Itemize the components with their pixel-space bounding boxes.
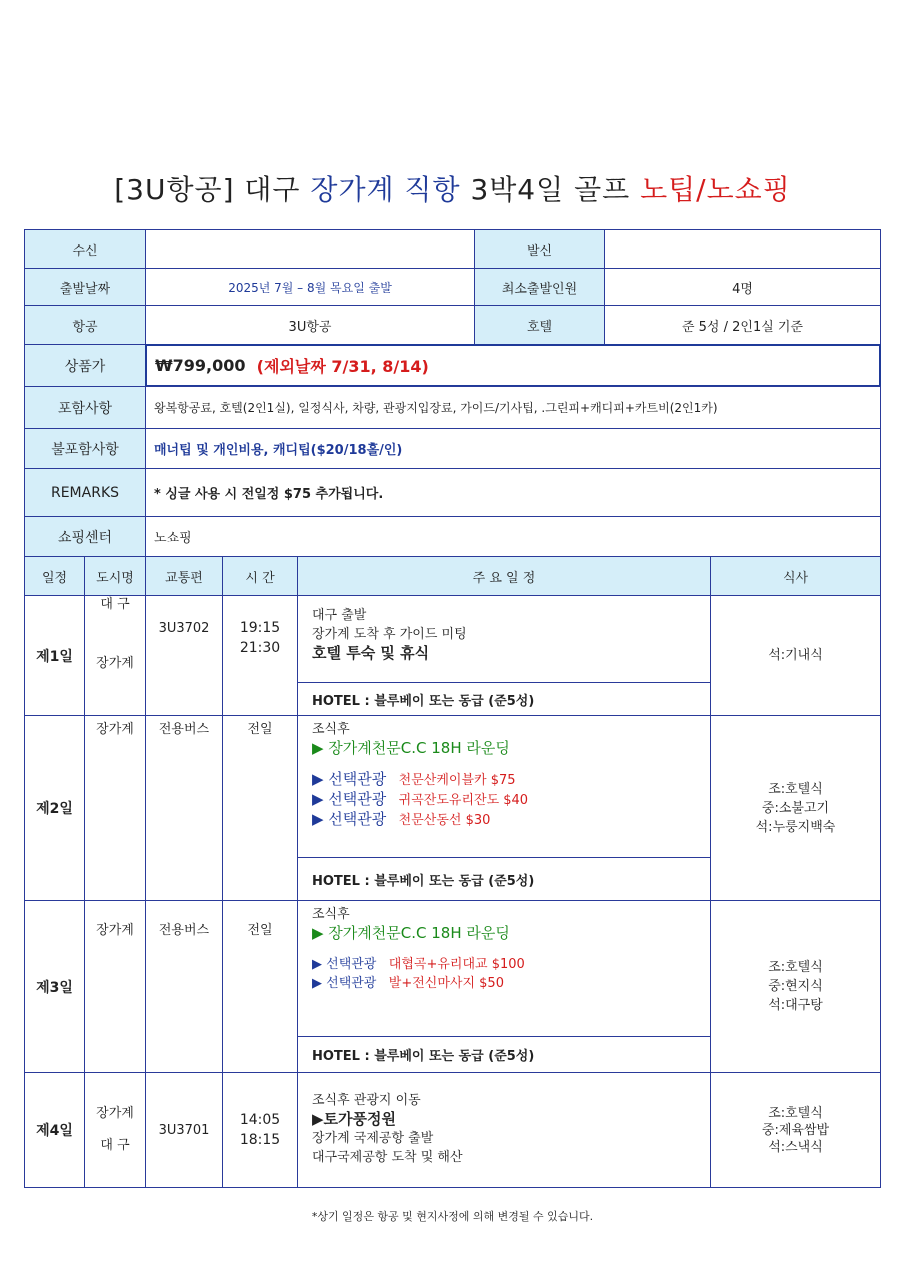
day1-meals [710, 595, 881, 716]
day3-meal-lunch: 중:현지식 [768, 979, 823, 994]
day2-meal-breakfast: 조:호텔식 [768, 781, 823, 797]
day4-city-to: 대 구 [100, 1138, 130, 1153]
recipient-value [145, 229, 475, 269]
remarks-value: * 싱글 사용 시 전일정 $75 추가됩니다. [145, 468, 881, 517]
day2-meal-dinner: 석:누룽지백숙 [755, 819, 836, 835]
day1-time [222, 595, 298, 716]
day4-city-from: 장가계 [96, 1106, 134, 1121]
col-header-time: 시 간 [222, 556, 298, 596]
day3-schedule [297, 900, 711, 1037]
title-text: [3U항공] 대구 [114, 173, 311, 206]
airline-value: 3U항공 [145, 305, 475, 345]
remarks-label: REMARKS [24, 468, 146, 517]
option-desc: 천문산케이블카 $75 [398, 773, 516, 788]
min-participants-label: 최소출발인원 [474, 268, 605, 306]
day3-meal-breakfast: 조:호텔식 [768, 960, 823, 975]
day4-line-2: ▶토가풍정원 [312, 1110, 396, 1128]
day4-transport: 3U3701 [145, 1072, 223, 1188]
option-desc: 천문산동선 $30 [398, 813, 491, 828]
day3-line-breakfast: 조식후 [312, 907, 350, 922]
day2-meal-lunch: 중:소불고기 [761, 800, 830, 816]
recipient-label: 수신 [24, 229, 146, 269]
day4-label: 제4일 [24, 1072, 85, 1188]
option-label: ▶ 선택관광 [312, 810, 387, 828]
day2-meals [710, 715, 881, 901]
shopping-label: 쇼핑센터 [24, 516, 146, 557]
col-header-transport: 교통편 [145, 556, 223, 596]
departure-label: 출발날짜 [24, 268, 146, 306]
day4-city [84, 1072, 146, 1188]
day1-time-depart: 19:15 [239, 620, 281, 636]
day1-hotel: HOTEL : 블루베이 또는 동급 (준5성) [297, 682, 711, 716]
shopping-value: 노쇼핑 [145, 516, 881, 557]
option-desc: 대협곡+유리대교 $100 [388, 957, 525, 972]
price-value-box [145, 344, 881, 387]
option-label: ▶ 선택관광 [312, 770, 387, 788]
price-label: 상품가 [24, 344, 146, 387]
day1-line-2: 장가계 도착 후 가이드 미팅 [312, 627, 467, 642]
day4-line-1: 조식후 관광지 이동 [312, 1093, 421, 1108]
price-excluded-dates: (제외날짜 7/31, 8/14) [256, 357, 429, 376]
day3-meal-dinner: 석:대구탕 [768, 998, 823, 1013]
day2-schedule [297, 715, 711, 858]
title-highlight-notip: 노팁/노쇼핑 [640, 173, 791, 206]
day1-city [84, 595, 146, 716]
title-highlight-route: 장가계 직항 [310, 173, 461, 206]
col-header-meals: 식사 [710, 556, 881, 596]
price-value: ₩799,000 [155, 356, 246, 375]
day1-transport: 3U3702 [145, 595, 223, 716]
day2-hotel: HOTEL : 블루베이 또는 동급 (준5성) [297, 857, 711, 901]
option-label: ▶ 선택관광 [312, 976, 377, 991]
day4-line-3: 장가계 국제공항 출발 [312, 1131, 434, 1146]
day4-meal-breakfast: 조:호텔식 [768, 1105, 823, 1121]
excluded-value: 매너팁 및 개인비용, 캐디팁($20/18홀/인) [145, 428, 881, 469]
departure-value: 2025년 7월 – 8월 목요일 출발 [145, 268, 475, 306]
min-participants-value: 4명 [604, 268, 881, 306]
day3-golf: ▶ 장가계천문C.C 18H 라운딩 [312, 924, 510, 942]
day2-line-breakfast: 조식후 [312, 722, 350, 737]
airline-label: 항공 [24, 305, 146, 345]
day2-time: 전일 [222, 715, 298, 901]
day4-time [222, 1072, 298, 1188]
option-desc: 발+전신마사지 $50 [388, 976, 504, 991]
day4-time-depart: 14:05 [239, 1112, 281, 1128]
sender-label: 발신 [474, 229, 605, 269]
day3-meals [710, 900, 881, 1073]
day2-city: 장가계 [84, 715, 146, 901]
day4-schedule [297, 1072, 711, 1188]
day3-option-1 [312, 955, 525, 974]
option-label: ▶ 선택관광 [312, 957, 377, 972]
hotel-value: 준 5성 / 2인1실 기준 [604, 305, 881, 345]
day2-transport: 전용버스 [145, 715, 223, 901]
day1-meal-dinner: 석:기내식 [768, 648, 823, 663]
day3-hotel: HOTEL : 블루베이 또는 동급 (준5성) [297, 1036, 711, 1073]
option-desc: 귀곡잔도유리잔도 $40 [398, 793, 529, 808]
sender-value [604, 229, 881, 269]
col-header-schedule: 주 요 일 정 [297, 556, 711, 596]
day3-option-2 [312, 974, 504, 993]
col-header-day: 일정 [24, 556, 85, 596]
day1-line-1: 대구 출발 [312, 608, 367, 623]
day2-option-3 [312, 810, 490, 830]
day1-schedule [297, 595, 711, 683]
day2-option-1 [312, 770, 516, 790]
itinerary-table [24, 229, 881, 1188]
footer-note: *상기 일정은 항공 및 현지사정에 의해 변경될 수 있습니다. [311, 1210, 594, 1223]
included-value: 왕복항공료, 호텔(2인1실), 일정식사, 차량, 관광지입장료, 가이드/기사팁, .그린피+캐디피+카트비(2인1카) [145, 386, 881, 429]
day1-city-to: 장가계 [96, 656, 134, 671]
col-header-city: 도시명 [84, 556, 146, 596]
day3-transport: 전용버스 [145, 900, 223, 1073]
hotel-label: 호텔 [474, 305, 605, 345]
day2-label: 제2일 [24, 715, 85, 901]
day4-meals [710, 1072, 881, 1188]
day1-label: 제1일 [24, 595, 85, 716]
day2-option-2 [312, 790, 528, 810]
day3-city: 장가계 [84, 900, 146, 1073]
option-label: ▶ 선택관광 [312, 790, 387, 808]
day1-time-arrive: 21:30 [239, 640, 281, 656]
day3-time: 전일 [222, 900, 298, 1073]
day1-line-3: 호텔 투숙 및 휴식 [312, 644, 430, 662]
excluded-label: 불포함사항 [24, 428, 146, 469]
day4-line-4: 대구국제공항 도착 및 해산 [312, 1150, 463, 1165]
day4-meal-lunch: 중:제육쌈밥 [761, 1122, 830, 1138]
page-title [0, 168, 905, 208]
day4-time-arrive: 18:15 [239, 1132, 281, 1148]
title-text-duration: 3박4일 골프 [460, 173, 641, 206]
included-label: 포함사항 [24, 386, 146, 429]
day1-city-from: 대 구 [100, 597, 130, 612]
day3-label: 제3일 [24, 900, 85, 1073]
day2-golf: ▶ 장가계천문C.C 18H 라운딩 [312, 739, 510, 757]
day4-meal-dinner: 석:스낵식 [768, 1139, 823, 1155]
